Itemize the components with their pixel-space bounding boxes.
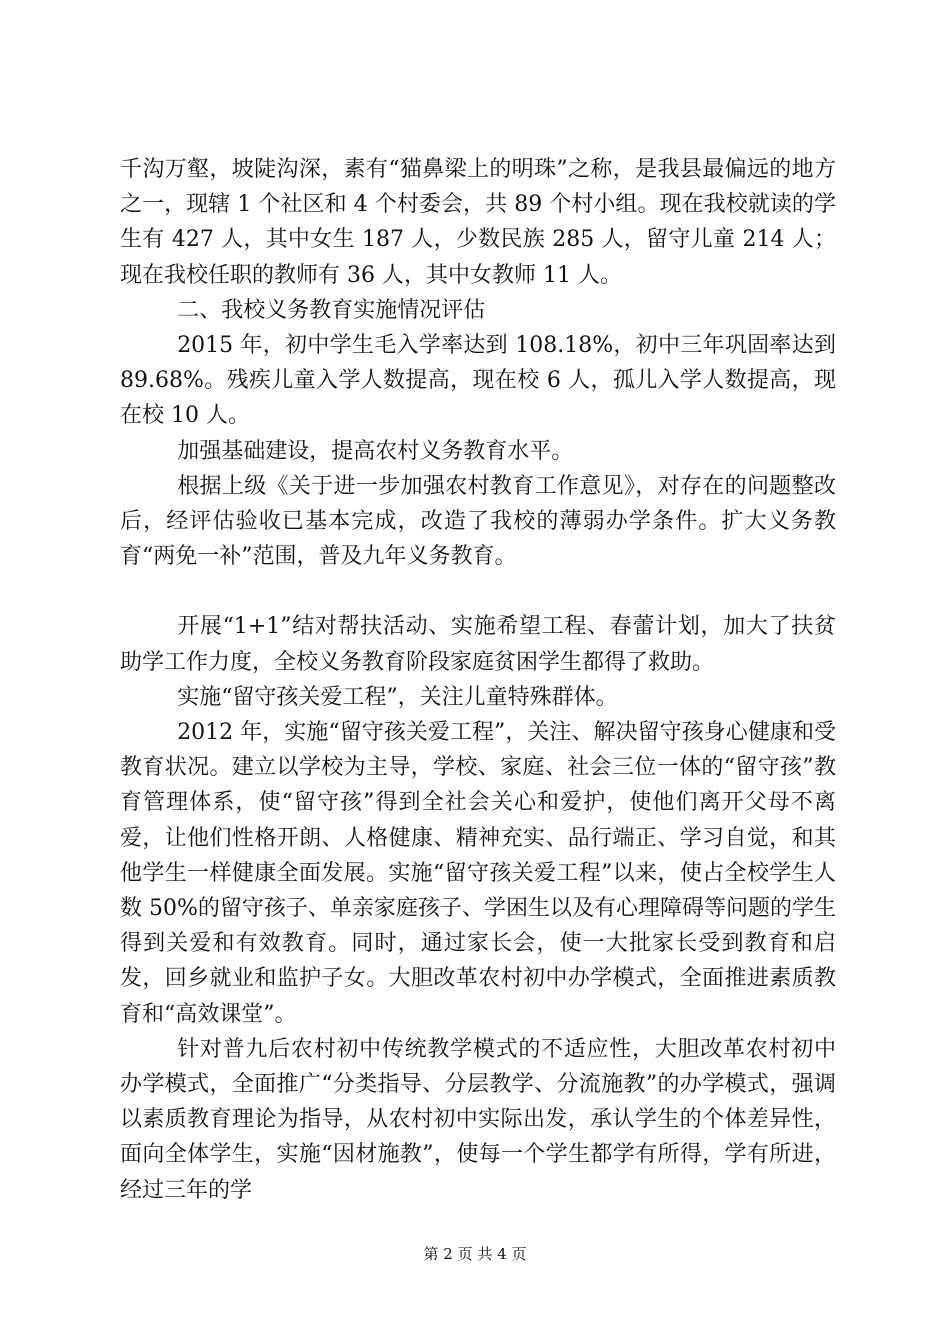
- page-footer: 第 2 页 共 4 页: [423, 1245, 527, 1263]
- paragraph-enrollment-2015: 2015 年，初中学生毛入学率达到 108.18%，初中三年巩固率达到 89.68%。残疾儿童入学人数提高，现在校 6 人，孤儿入学人数提高，现在校 10 人。: [120, 333, 836, 429]
- paragraph-gap: [120, 574, 836, 609]
- paragraph-left-behind-heading: 实施“留守孩关爱工程”，关注儿童特殊群体。: [177, 684, 618, 710]
- paragraph-infrastructure-heading: 加强基础建设，提高农村义务教育水平。: [177, 438, 574, 464]
- paragraph-left-behind-2012: 2012 年，实施“留守孩关爱工程”，关注、解决留守孩身心健康和受教育状况。建立以学校为主导，学校、家庭、社会三位一体的“留守孩”教育管理体系，使“留守孩”得到全社会关心和爱护，使他们离开父母不离爱，让他们性格开朗、人格健康、精神充实、品行端正、学习自觉，和其他学生一样健康全面发展。实施“留守孩关爱工程”以来，使占全校学生人数 50%的留守孩子、单亲家庭孩子、学困生以及有心理障碍等问题的学生得到关爱和有效教育。同时，通过家长会，使一大批家长受到教育和启发，回乡就业和监护子女。大胆改革农村初中办学模式，全面推进素质教育和“高效课堂”。: [120, 720, 836, 1027]
- document-body: [120, 152, 836, 1208]
- paragraph-poverty-aid: 开展“1+1”结对帮扶活动、实施希望工程、春蕾计划，加大了扶贫助学工作力度，全校义务教育阶段家庭贫困学生都得了救助。: [120, 614, 836, 675]
- paragraph-teaching-reform: 针对普九后农村初中传统教学模式的不适应性，大胆改革农村初中办学模式，全面推广“分类指导、分层教学、分流施教”的办学模式，强调以素质教育理论为指导，从农村初中实际出发，承认学生的个体差异性，面向全体学生，实施“因材施教”，使每一个学生都学有所得，学有所进，经过三年的学: [120, 1036, 836, 1203]
- paragraph-intro-continued: 千沟万壑，坡陡沟深，素有“猫鼻梁上的明珠”之称，是我县最偏远的地方之一，现辖 1 个社区和 4 个村委会，共 89 个村小组。现在我校就读的学生有 427 人，其中女生 187 人，少数民族 285 人，留守儿童 214 人；现在我校任职的教师有 36 人，其中女教师 11 人。: [120, 157, 836, 288]
- paragraph-rectification: 根据上级《关于进一步加强农村教育工作意见》，对存在的问题整改后，经评估验收已基本完成，改造了我校的薄弱办学条件。扩大义务教育“两免一补”范围，普及九年义务教育。: [120, 473, 836, 570]
- section-heading-evaluation: 二、我校义务教育实施情况评估: [177, 297, 486, 323]
